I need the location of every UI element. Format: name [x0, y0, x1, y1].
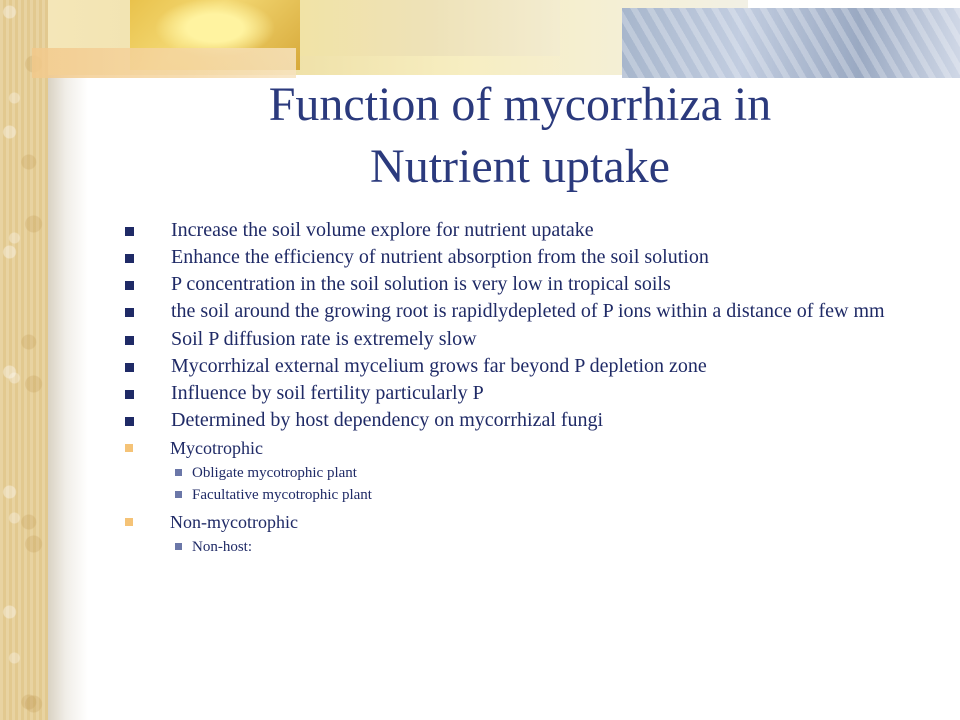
square-bullet-icon: [125, 227, 134, 236]
sub-bullet-text: Mycotrophic: [170, 438, 263, 458]
bullet-item: [122, 274, 922, 294]
bullet-item: [122, 356, 922, 376]
square-bullet-icon: [125, 281, 134, 290]
bullet-item: [122, 329, 922, 349]
sub-sub-bullet-item: [132, 486, 775, 504]
bullet-text: Enhance the efficiency of nutrient absorption from the soil solution: [171, 246, 709, 268]
bullet-list: [122, 220, 922, 564]
leaf-image: [300, 0, 560, 56]
bullet-text: Mycorrhizal external mycelium grows far beyond P depletion zone: [171, 355, 707, 377]
sub-bullet-item: [62, 512, 813, 556]
sub-bullet-item: [62, 438, 813, 504]
square-bullet-icon: [125, 308, 134, 317]
bullet-text: Determined by host dependency on mycorrhizal fungi: [171, 409, 604, 431]
bullet-item: [122, 383, 922, 403]
title-line-1: Function of mycorrhiza in: [268, 78, 772, 131]
bullet-text: Influence by soil fertility particularly P: [171, 382, 484, 404]
slide-title: [140, 74, 900, 198]
parchment-strip: [0, 0, 48, 720]
sub-bullet-list: [62, 438, 813, 556]
bullet-item: [122, 410, 922, 556]
bullet-item: [122, 301, 922, 321]
bullet-text: Increase the soil volume explore for nutrient upatake: [171, 219, 594, 241]
bullet-text: the soil around the growing root is rapidlydepleted of P ions within a distance of few mm: [171, 300, 885, 322]
sub-sub-bullet-item: [132, 538, 775, 556]
bullet-item: [122, 247, 922, 267]
sub-sub-bullet-list: [132, 464, 775, 504]
page-shadow: [48, 0, 88, 720]
square-bullet-icon: [125, 363, 134, 372]
bullet-text: Soil P diffusion rate is extremely slow: [171, 328, 477, 350]
square-bullet-icon: [125, 417, 134, 426]
fabric-image: [622, 8, 960, 78]
sub-sub-bullet-text: Non-host:: [192, 539, 252, 555]
square-bullet-icon: [125, 390, 134, 399]
square-bullet-icon: [175, 469, 182, 476]
square-bullet-icon: [175, 543, 182, 550]
square-bullet-icon: [125, 518, 133, 526]
sub-sub-bullet-list: [132, 538, 775, 556]
square-bullet-icon: [125, 336, 134, 345]
sub-sub-bullet-item: [132, 464, 775, 482]
sub-sub-bullet-text: Obligate mycotrophic plant: [192, 465, 357, 481]
sub-sub-bullet-text: Facultative mycotrophic plant: [192, 487, 372, 503]
square-bullet-icon: [125, 254, 134, 263]
bullet-item: [122, 220, 922, 240]
square-bullet-icon: [125, 444, 133, 452]
square-bullet-icon: [175, 491, 182, 498]
bullet-text: P concentration in the soil solution is very low in tropical soils: [171, 273, 671, 295]
title-line-2: Nutrient uptake: [370, 140, 670, 193]
sub-bullet-text: Non-mycotrophic: [170, 512, 298, 532]
